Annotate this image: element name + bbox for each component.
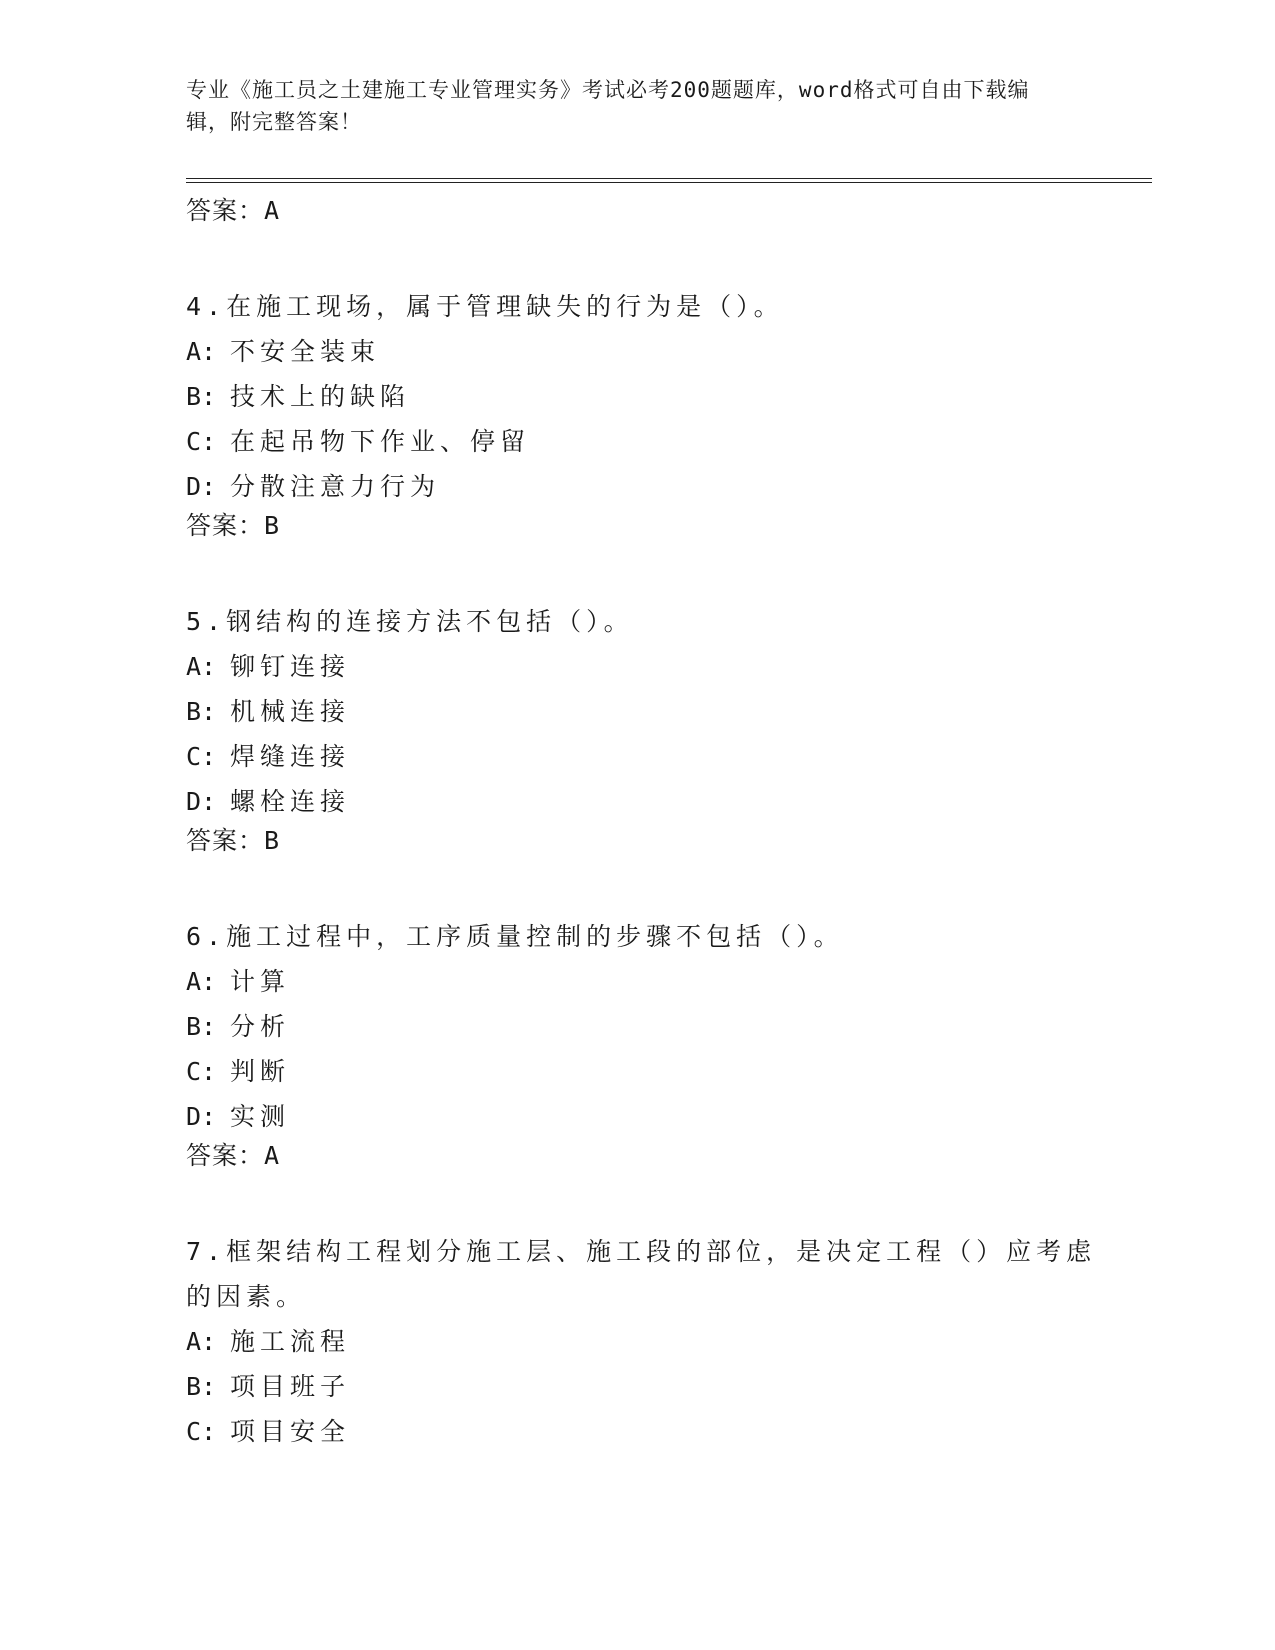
option-letter: A: bbox=[186, 967, 217, 996]
option-letter: B: bbox=[186, 1372, 217, 1401]
option-letter: D: bbox=[186, 787, 217, 816]
option-text: 机械连接 bbox=[230, 697, 351, 726]
question-text: 5.钢结构的连接方法不包括（）。 bbox=[186, 607, 634, 636]
option-a bbox=[186, 959, 1106, 1004]
question-text: 7.框架结构工程划分施工层、施工段的部位，是决定工程（）应考虑的因素。 bbox=[186, 1237, 1097, 1311]
option-a bbox=[186, 329, 1106, 374]
option-text: 判断 bbox=[230, 1057, 291, 1086]
option-letter: D: bbox=[186, 1102, 217, 1131]
option-text: 计算 bbox=[230, 967, 291, 996]
option-a bbox=[186, 1319, 1106, 1364]
option-text: 施工流程 bbox=[230, 1327, 351, 1356]
answer-line: 答案：A bbox=[186, 196, 281, 225]
option-letter: C: bbox=[186, 742, 217, 771]
option-text: 项目班子 bbox=[230, 1372, 351, 1401]
option-letter: A: bbox=[186, 1327, 217, 1356]
document-body bbox=[186, 194, 1106, 1510]
option-letter: C: bbox=[186, 1417, 217, 1446]
option-text: 焊缝连接 bbox=[230, 742, 351, 771]
option-b bbox=[186, 1364, 1106, 1409]
option-b bbox=[186, 1004, 1106, 1049]
option-letter: C: bbox=[186, 1057, 217, 1086]
question-block bbox=[186, 914, 1106, 1173]
answer-line: 答案：B bbox=[186, 511, 281, 540]
option-text: 螺栓连接 bbox=[230, 787, 351, 816]
question-text: 4.在施工现场，属于管理缺失的行为是（）。 bbox=[186, 292, 784, 321]
header-divider bbox=[186, 178, 1152, 183]
option-text: 技术上的缺陷 bbox=[230, 382, 411, 411]
option-text: 实测 bbox=[230, 1102, 291, 1131]
option-letter: A: bbox=[186, 337, 217, 366]
option-d bbox=[186, 779, 1106, 824]
option-text: 分散注意力行为 bbox=[230, 472, 441, 501]
option-b bbox=[186, 374, 1106, 419]
question-block bbox=[186, 1229, 1106, 1454]
option-letter: C: bbox=[186, 427, 217, 456]
option-d bbox=[186, 1094, 1106, 1139]
option-c bbox=[186, 1409, 1106, 1454]
answer-line: 答案：A bbox=[186, 1141, 281, 1170]
answer-line: 答案：B bbox=[186, 826, 281, 855]
option-letter: D: bbox=[186, 472, 217, 501]
option-text: 不安全装束 bbox=[230, 337, 381, 366]
option-c bbox=[186, 1049, 1106, 1094]
option-a bbox=[186, 644, 1106, 689]
option-letter: B: bbox=[186, 382, 217, 411]
option-letter: B: bbox=[186, 1012, 217, 1041]
question-block bbox=[186, 599, 1106, 858]
option-c bbox=[186, 734, 1106, 779]
option-text: 铆钉连接 bbox=[230, 652, 351, 681]
option-c bbox=[186, 419, 1106, 464]
option-text: 在起吊物下作业、停留 bbox=[230, 427, 531, 456]
page-header: 专业《施工员之土建施工专业管理实务》考试必考200题题库，word格式可自由下载编辑，附完整答案！ bbox=[186, 78, 1030, 134]
question-block bbox=[186, 284, 1106, 543]
option-b bbox=[186, 689, 1106, 734]
option-text: 项目安全 bbox=[230, 1417, 351, 1446]
question-text: 6.施工过程中，工序质量控制的步骤不包括（）。 bbox=[186, 922, 844, 951]
option-letter: B: bbox=[186, 697, 217, 726]
option-d bbox=[186, 464, 1106, 509]
option-text: 分析 bbox=[230, 1012, 291, 1041]
option-letter: A: bbox=[186, 652, 217, 681]
